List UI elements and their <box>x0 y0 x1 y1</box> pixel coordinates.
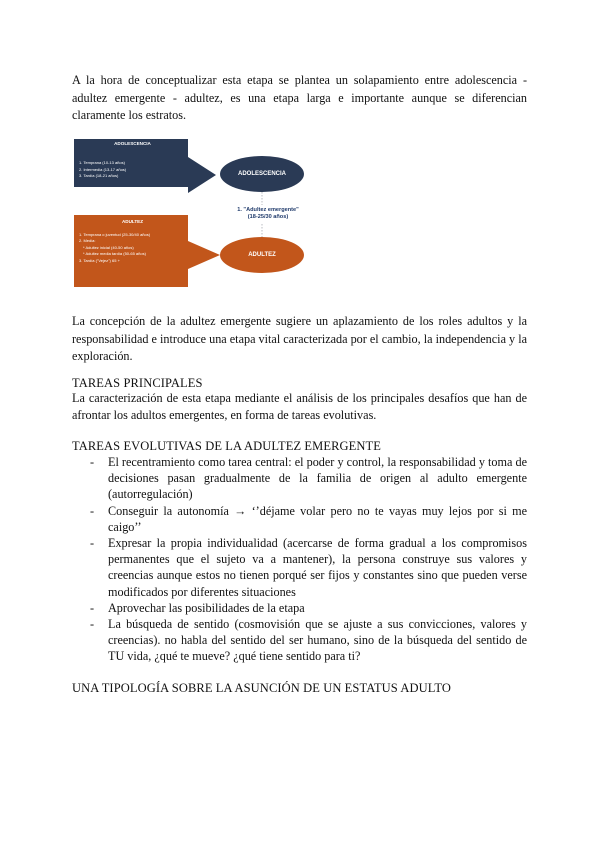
adolescence-oval: ADOLESCENCIA <box>237 171 286 177</box>
stages-diagram <box>74 137 328 290</box>
main-tasks-heading: TAREAS PRINCIPALES <box>72 376 203 390</box>
adult-subitem: * Adultez inicial (40-50 años) <box>83 244 134 250</box>
task-text: Conseguir la autonomía → ‘’déjame volar pero no te vayas muy lejos por si me caigo’’ <box>108 503 527 534</box>
list-dash: - <box>90 536 95 551</box>
concept-paragraph: La concepción de la adultez emergente sugiere un aplazamiento de los roles adultos y la responsabilidad e introduce una etapa vital caracterizada por el cambio, la independencia y la exploración. <box>72 314 527 363</box>
typology-heading: UNA TIPOLOGÍA SOBRE LA ASUNCIÓN DE UN ESTATUS ADULTO <box>72 681 452 695</box>
characterization-paragraph: La caracterización de esta etapa mediante el análisis de los principales desafíos que han de afrontar los adultos emergentes, en forma de tareas evolutivas. <box>72 391 527 422</box>
developmental-tasks-heading: TAREAS EVOLUTIVAS DE LA ADULTEZ EMERGENTE <box>72 439 381 453</box>
emerging-adulthood-range: (18-25/30 años) <box>247 214 289 220</box>
adult-box <box>74 217 191 264</box>
task-list <box>72 454 527 665</box>
list-dash: - <box>90 617 95 632</box>
list-item <box>72 503 527 535</box>
adolescence-item: 3. Tardía (18-21 años) <box>79 173 119 179</box>
intro-paragraph: A la hora de conceptualizar esta etapa se plantea un solapamiento entre adolescencia - adultez emergente - adultez, es una etapa larga e importante aunque se diferencian claramente los estratos. <box>72 73 527 122</box>
list-item <box>72 454 527 503</box>
adult-oval: ADULTEZ <box>248 252 276 258</box>
adolescence-item: 1. Temprana (10-13 años) <box>79 160 125 165</box>
emerging-adulthood-title: 1. "Adultez emergente" <box>237 207 299 213</box>
adult-box-title: ADULTEZ <box>121 219 144 224</box>
adolescence-box-items <box>74 146 191 180</box>
adolescence-box-title: ADOLESCENCIA <box>114 141 151 146</box>
list-dash: - <box>90 503 95 518</box>
adult-box-items <box>74 224 191 264</box>
list-item <box>72 616 527 665</box>
adolescence-box <box>74 139 191 180</box>
list-dash: - <box>90 455 95 469</box>
list-dash: - <box>90 600 95 615</box>
adolescence-item: 2. Intermedia (13-17 años) <box>79 166 127 172</box>
task-text: Expresar la propia individualidad (acercarse de forma gradual a los compromisos permanentes que el sujeto va a mantener), la persona construye sus valores y creencias aunque estos no tienen porqué ser fijos y constantes sino que pueden verse modificados por diferentes situaciones <box>108 536 527 599</box>
list-item <box>72 535 527 600</box>
adult-item: 3. Tardía ("Vejez") 65 + <box>79 257 120 263</box>
list-item <box>72 600 527 616</box>
adult-item: 1. Temprana o juventud (25-30/40 años) <box>79 232 151 237</box>
task-text: La búsqueda de sentido (cosmovisión que se ajuste a sus convicciones, valores y creencias). no habla del sentido del ser humano, sino de la búsqueda del sentido de TU vida, ¿qué te mueve? ¿qué tiene sentido para ti? <box>108 617 527 664</box>
task-text: Aprovechar las posibilidades de la etapa <box>108 600 305 615</box>
adult-subitem: * Adultez media tardía (50-65 años) <box>83 251 146 257</box>
emerging-adulthood-label <box>224 207 312 221</box>
task-text: El recentramiento como tarea central: el poder y control, la responsabilidad y toma de decisiones pasan gradualmente de la familia de origen al adulto emergente (autorregulación) <box>108 455 527 502</box>
adult-item: 2. Media: <box>79 238 96 244</box>
